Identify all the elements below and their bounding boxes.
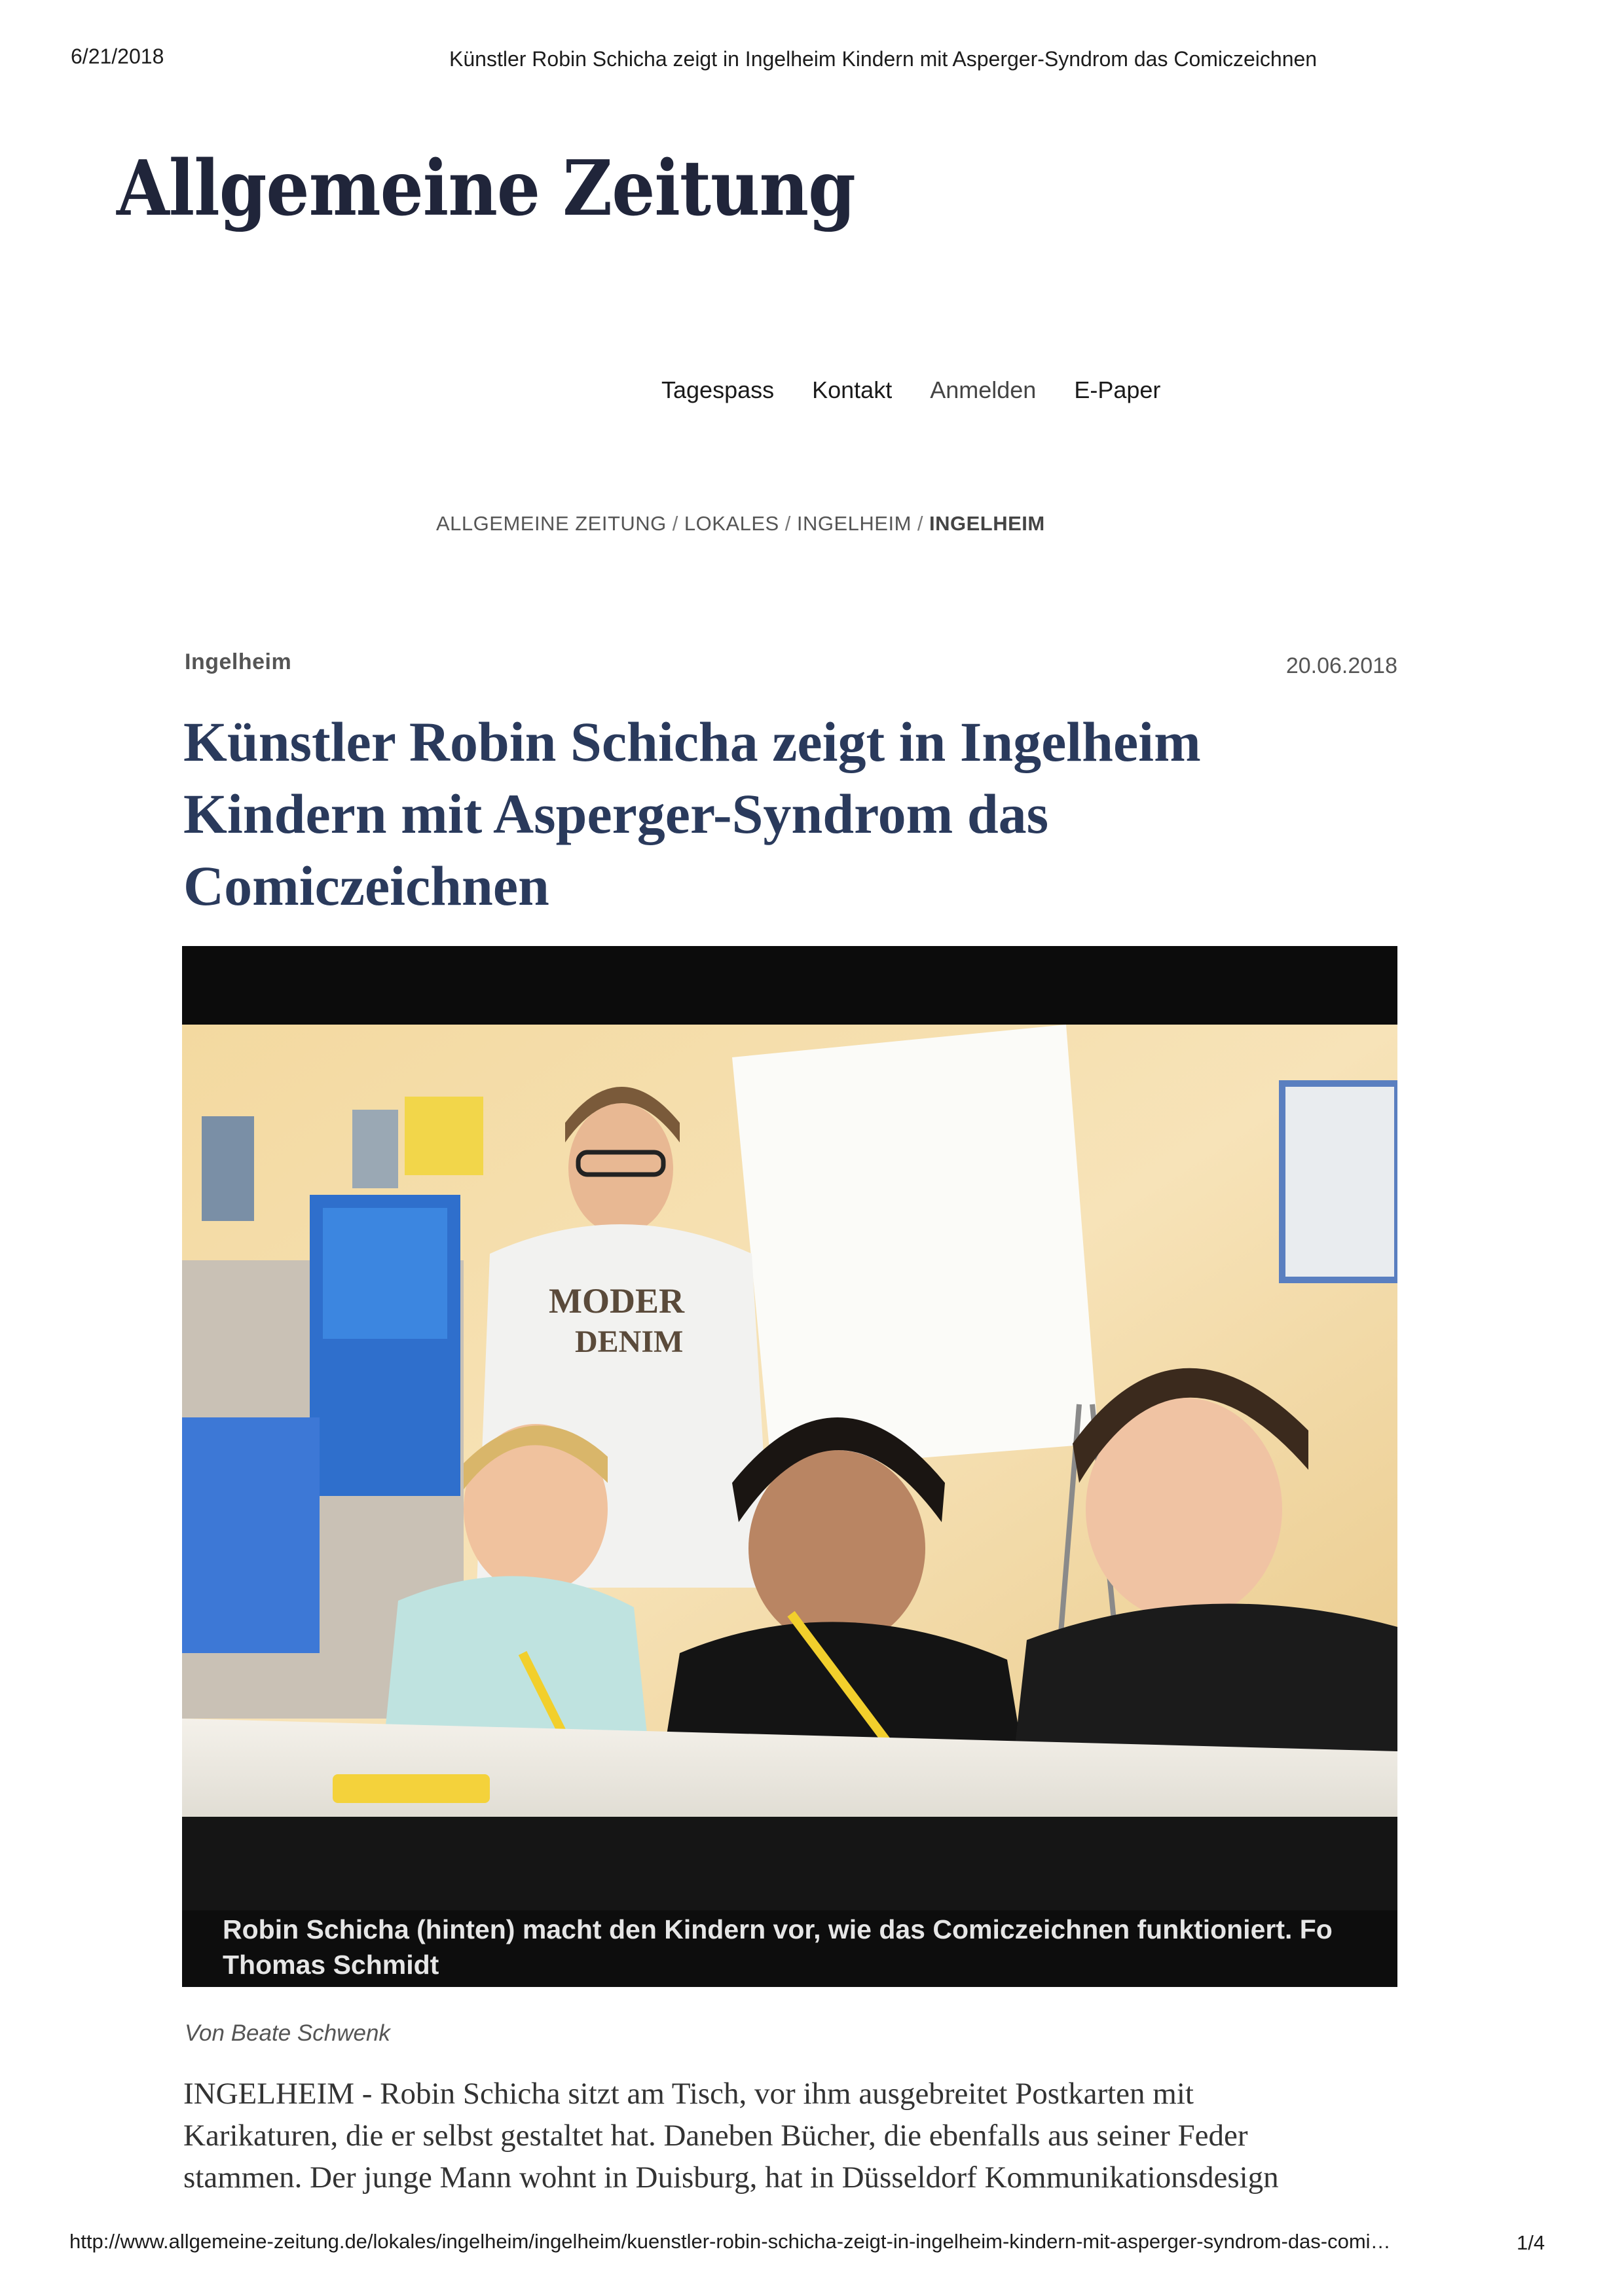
article-hero-image[interactable] [182,946,1397,1987]
body-line: Karikaturen, die er selbst gestaltet hat. Daneben Bücher, die ebenfalls aus seiner Feder [183,2119,1248,2153]
breadcrumb-item[interactable]: LOKALES [684,512,779,535]
nav-kontakt[interactable]: Kontakt [812,376,893,403]
caption-line: Robin Schicha (hinten) macht den Kindern vor, wie das Comiczeichnen funktioniert. Fo [223,1914,1333,1944]
article-date: 20.06.2018 [1285,653,1397,678]
nav-tagespass[interactable]: Tagespass [661,376,775,403]
breadcrumb [436,512,1045,536]
shirt-text: DENIM [575,1324,684,1359]
headline-line: Kindern mit Asperger-Syndrom das [183,782,1049,845]
caption-line: Thomas Schmidt [223,1950,439,1980]
breadcrumb-item[interactable]: INGELHEIM [796,512,912,535]
breadcrumb-separator: / [784,512,791,535]
article-byline: Von Beate Schwenk [185,2020,390,2046]
shirt-text: MODER [549,1281,684,1321]
hero-photo [182,946,1397,1987]
body-line: stammen. Der junge Mann wohnt in Duisburg, hat in Düsseldorf Kommunikationsdesign [183,2160,1279,2195]
breadcrumb-separator: / [672,512,678,535]
headline-line: Comiczeichnen [183,854,549,917]
breadcrumb-item[interactable]: ALLGEMEINE ZEITUNG [436,512,667,535]
print-date: 6/21/2018 [71,45,164,68]
article-headline [183,706,1428,922]
headline-line: Künstler Robin Schicha zeigt in Ingelheim [183,710,1201,773]
print-title: Künstler Robin Schicha zeigt in Ingelheim Kindern mit Asperger-Syndrom das Comiczeichnen [449,47,1318,71]
print-url: http://www.allgemeine-zeitung.de/lokales/ingelheim/ingelheim/kuenstler-robin-schicha-zeigt-in-ingelheim-kindern-mit-asperger-syndrom-das-comi… [69,2230,1391,2253]
top-nav [661,376,1198,404]
site-logo[interactable]: Allgemeine Zeitung [117,143,855,233]
nav-epaper[interactable]: E-Paper [1074,376,1161,403]
image-caption [182,1910,1397,1987]
breadcrumb-separator: / [917,512,924,535]
print-page-number: 1/4 [1517,2231,1545,2254]
breadcrumb-current: INGELHEIM [929,512,1045,535]
article-kicker[interactable]: Ingelheim [185,649,292,674]
nav-anmelden[interactable]: Anmelden [930,376,1037,403]
body-line: INGELHEIM - Robin Schicha sitzt am Tisch, vor ihm ausgebreitet Postkarten mit [183,2077,1194,2111]
article-body [183,2073,1428,2198]
